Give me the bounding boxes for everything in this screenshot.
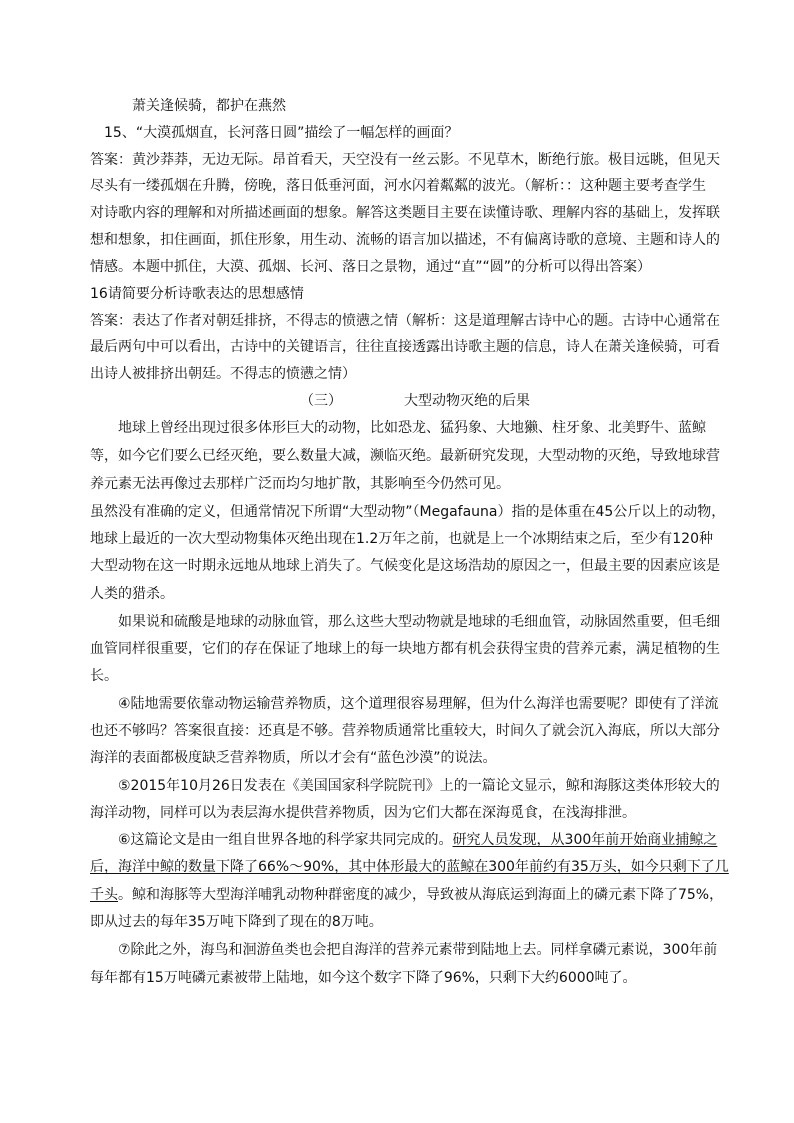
paragraph-line: 即从过去的每年35万吨下降到了现在的8万吨。	[90, 914, 383, 930]
paragraph-line: 血管同样很重要，它们的存在保证了地球上的每一块地方都有机会获得宝贵的营养元素，满足植物的生	[90, 641, 720, 657]
underlined-text: 千头	[90, 887, 118, 903]
plain-text: ⑥这篇论文是由一组自世界各地的科学家共同完成的。	[118, 832, 453, 848]
paragraph-line: 海洋动物，同样可以为表层海水提供营养物质，因为它们大都在深海觅食，在浅海排泄。	[90, 805, 636, 821]
paragraph-line: 虽然没有准确的定义，但通常情况下所谓“大型动物”（Megafauna）指的是体重在45公斤以上的动物，	[90, 504, 726, 520]
q15-answer-line: 对诗歌内容的理解和对所描述画面的想象。解答这类题目主要在读懂诗歌、理解内容的基础上，发挥联	[90, 205, 720, 221]
paragraph-line: ⑦除此之外，海鸟和洄游鱼类也会把自海洋的营养元素带到陆地上去。同样拿磷元素说，300年前	[118, 942, 718, 958]
underlined-text: 后，海洋中鲸的数量下降了66%～90%，其中体形最大的蓝鲸在300年前约有35万头，如今只剩下了几	[90, 859, 729, 875]
paragraph-line: 地球上最近的一次大型动物集体灭绝出现在1.2万年之前，也就是上一个冰期结束之后，至少有120种	[90, 531, 713, 547]
q15-answer-line: 答案：黄沙莽莽，无边无际。昂首看天，天空没有一丝云影。不见草木，断绝行旅。极目远眺，但见天	[90, 152, 720, 168]
paragraph-line: 养元素无法再像过去那样广泛而均匀地扩散，其影响至今仍然可见。	[90, 476, 510, 492]
poem-last-line: 萧关逢候骑，都护在燕然	[132, 98, 286, 114]
paragraph-line: 人类的猎杀。	[90, 586, 174, 602]
q16-answer-line: 出诗人被排挤出朝廷。不得志的愤懑之情）	[90, 366, 356, 382]
paragraph-line	[118, 831, 717, 849]
section-title: 大型动物灭绝的后果	[404, 393, 530, 409]
paragraph-line: ④陆地需要依靠动物运输营养物质，这个道理很容易理解，但为什么海洋也需要呢？即使有了洋流	[118, 696, 719, 712]
q16-question: 16请简要分析诗歌表达的思想感情	[90, 286, 304, 302]
paragraph-line: 也还不够吗？答案很直接：还真是不够。营养物质通常比重较大，时间久了就会沉入海底，所以大部分	[90, 723, 720, 739]
q15-answer-line: 尽头有一缕孤烟在升腾，傍晚，落日低垂河面，河水闪着粼粼的波光。（解析：：这种题主要考查学生	[90, 178, 706, 194]
paragraph-line: ⑤2015年10月26日发表在《美国国家科学院院刊》上的一篇论文显示，鲸和海豚这类体形较大的	[118, 778, 720, 794]
q15-answer-line: 想和想象，扣住画面，抓住形象，用生动、流畅的语言加以描述，不有偏离诗歌的意境、主题和诗人的	[90, 232, 720, 248]
paragraph-line	[90, 858, 729, 876]
paragraph-line: 如果说和硫酸是地球的动脉血管，那么这些大型动物就是地球的毛细血管，动脉固然重要，但毛细	[118, 614, 720, 630]
plain-text: 。鲸和海豚等大型海洋哺乳动物种群密度的减少，导致被从海底运到海面上的磷元素下降了75%，	[118, 887, 724, 903]
q16-answer-line: 答案：表达了作者对朝廷排挤，不得志的愤懑之情（解析：这是道理解古诗中心的题。古诗中心通常在	[90, 313, 720, 329]
q15-answer-line: 情感。本题中抓住，大漠、孤烟、长河、落日之景物，通过“直”“圆”的分析可以得出答案）	[90, 259, 652, 275]
q15-question: 15、“大漠孤烟直，长河落日圆”描绘了一幅怎样的画面？	[104, 125, 459, 141]
q16-answer-line: 最后两句中可以看出，古诗中的关键语言，往往直接透露出诗歌主题的信息，诗人在萧关逢候骑，可看	[90, 339, 720, 355]
paragraph-line: 每年都有15万吨磷元素被带上陆地，如今这个数字下降了96%，只剩下大约6000吨了。	[90, 970, 637, 986]
paragraph-line: 长。	[90, 668, 118, 684]
paragraph-line: 等，如今它们要么已经灭绝，要么数量大减，濒临灭绝。最新研究发现，大型动物的灭绝，导致地球营	[90, 448, 720, 464]
underlined-text: 研究人员发现，从300年前开始商业捕鲸之	[452, 832, 718, 848]
paragraph-line	[90, 886, 723, 904]
paragraph-line: 地球上曾经出现过很多体形巨大的动物，比如恐龙、猛犸象、大地獭、柱牙象、北美野牛、蓝鲸	[118, 420, 706, 436]
paragraph-line: 大型动物在这一时期永远地从地球上消失了。气候变化是这场浩劫的原因之一，但最主要的因素应该是	[90, 558, 720, 574]
paragraph-line: 海洋的表面都极度缺乏营养物质，所以才会有“蓝色沙漠”的说法。	[90, 750, 497, 766]
section-number: （三）	[300, 393, 342, 409]
